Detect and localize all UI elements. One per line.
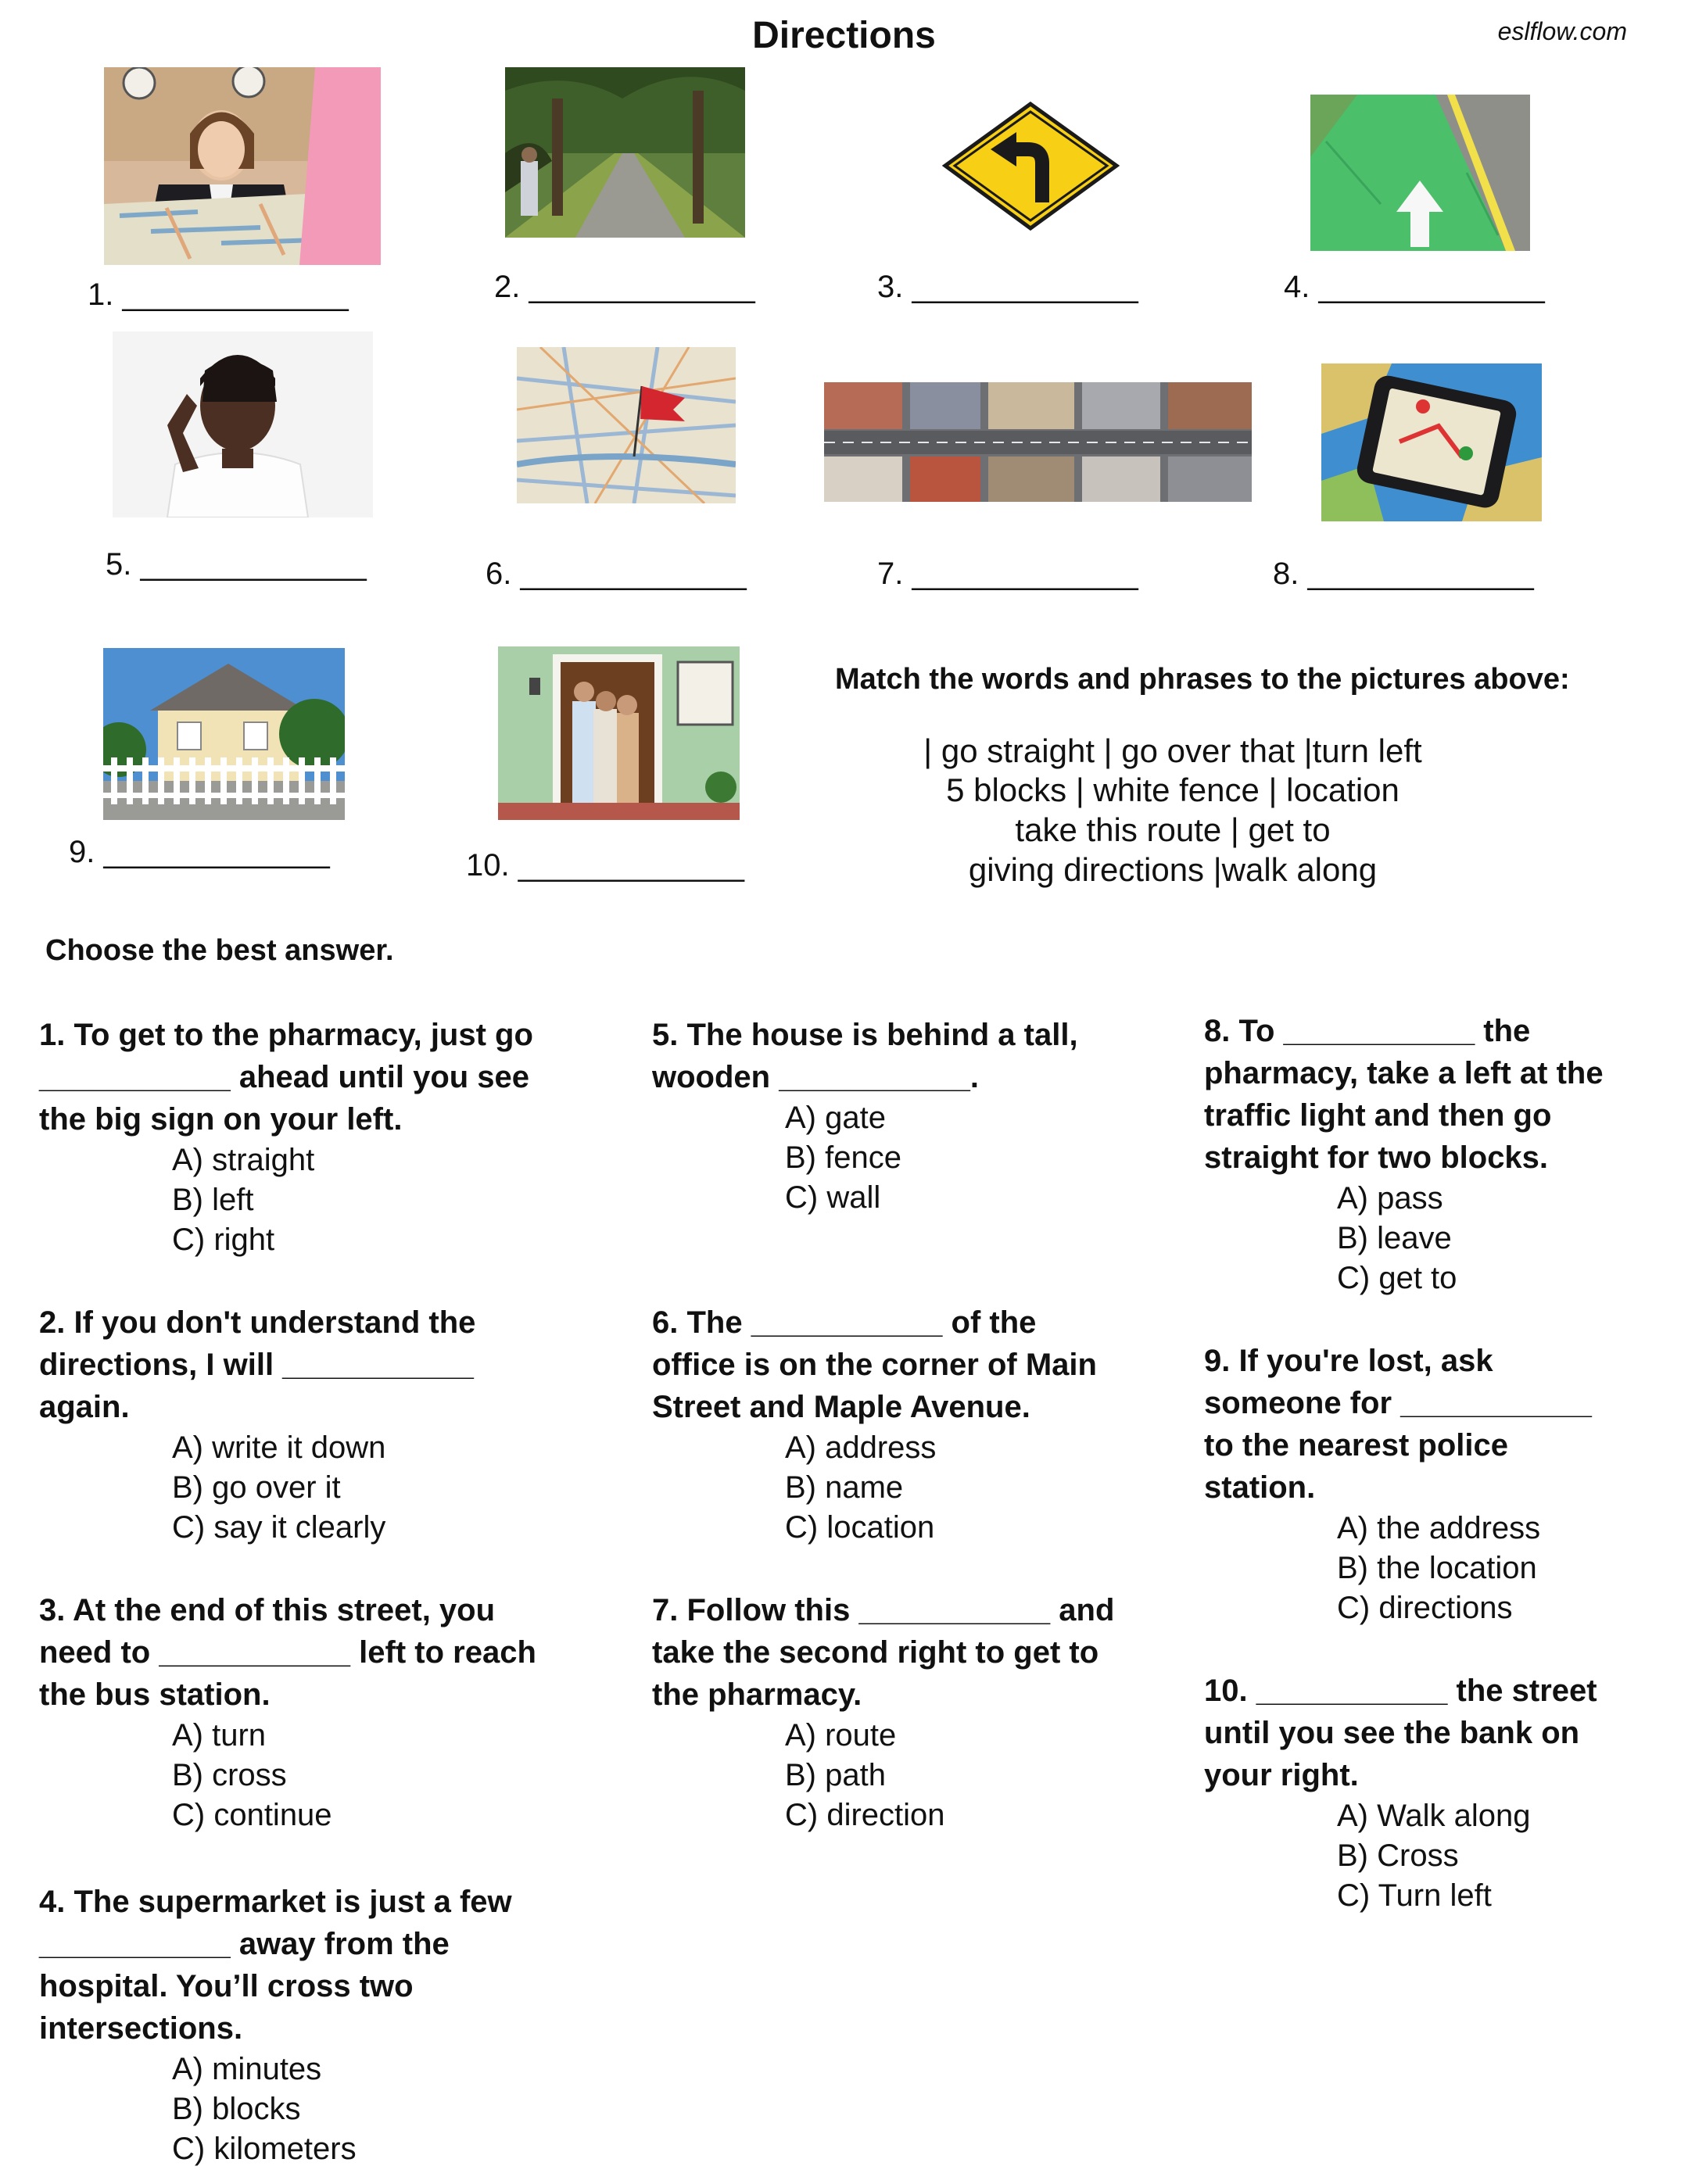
answer-option[interactable]: C) location (785, 1510, 935, 1545)
question-line: the big sign on your left. (39, 1102, 403, 1137)
question-line: 3. At the end of this street, you (39, 1593, 496, 1627)
map-flag-photo (517, 347, 736, 503)
question-line: station. (1204, 1470, 1316, 1505)
picture-label-6: 6. _____________ (486, 557, 747, 591)
answer-option[interactable]: B) path (785, 1758, 886, 1792)
question-4 (39, 1881, 602, 2169)
aerial-city-blocks-photo (824, 382, 1252, 502)
answer-option[interactable]: B) left (172, 1183, 254, 1217)
word-bank-line: | go straight | go over that |turn left (923, 732, 1422, 769)
answer-option[interactable]: B) the location (1337, 1551, 1537, 1585)
picture-label-2: 2. _____________ (494, 270, 755, 304)
question-line: 1. To get to the pharmacy, just go (39, 1018, 533, 1052)
answer-option[interactable]: A) gate (785, 1101, 886, 1135)
answer-option[interactable]: C) directions (1337, 1591, 1513, 1625)
answer-option[interactable]: C) direction (785, 1798, 945, 1832)
picture-label-5: 5. _____________ (106, 547, 367, 582)
picture-label-10: 10. _____________ (466, 848, 744, 883)
question-line: 5. The house is behind a tall, (652, 1018, 1078, 1052)
picture-label-7: 7. _____________ (877, 557, 1138, 591)
people-waving-doorway-photo (498, 646, 740, 820)
question-line: 9. If you're lost, ask (1204, 1344, 1493, 1378)
question-line: 7. Follow this ___________ and (652, 1593, 1115, 1627)
question-3 (39, 1589, 602, 1835)
answer-option[interactable]: A) write it down (172, 1430, 386, 1465)
question-10 (1204, 1670, 1658, 1916)
picture-label-8: 8. _____________ (1273, 557, 1534, 591)
question-line: office is on the corner of Main (652, 1348, 1097, 1382)
question-2 (39, 1301, 602, 1548)
picture-label-9: 9. _____________ (69, 835, 330, 869)
answer-option[interactable]: C) wall (785, 1180, 881, 1215)
question-line: hospital. You’ll cross two (39, 1969, 414, 2003)
house-white-fence-photo (103, 648, 345, 820)
answer-option[interactable]: B) go over it (172, 1470, 341, 1505)
answer-option[interactable]: C) Turn left (1337, 1878, 1492, 1913)
site-name: eslflow.com (1497, 17, 1627, 45)
question-line: directions, I will ___________ (39, 1348, 474, 1382)
question-line: until you see the bank on (1204, 1716, 1580, 1750)
question-line: 10. ___________ the street (1204, 1674, 1597, 1708)
question-8 (1204, 1010, 1658, 1298)
answer-option[interactable]: B) fence (785, 1140, 901, 1175)
question-line: 6. The ___________ of the (652, 1305, 1037, 1340)
question-6 (652, 1301, 1199, 1548)
answer-option[interactable]: C) say it clearly (172, 1510, 386, 1545)
answer-option[interactable]: C) right (172, 1223, 275, 1257)
picture-label-3: 3. _____________ (877, 270, 1138, 304)
question-line: need to ___________ left to reach (39, 1635, 536, 1670)
answer-option[interactable]: B) Cross (1337, 1838, 1459, 1873)
picture-label-4: 4. _____________ (1284, 270, 1545, 304)
answer-option[interactable]: B) cross (172, 1758, 287, 1792)
question-line: 8. To ___________ the (1204, 1014, 1531, 1048)
question-line: pharmacy, take a left at the (1204, 1056, 1604, 1090)
quiz-instruction: Choose the best answer. (45, 934, 394, 967)
question-line: again. (39, 1390, 130, 1424)
answer-option[interactable]: A) pass (1337, 1181, 1443, 1216)
question-5 (652, 1014, 1199, 1218)
answer-option[interactable]: A) minutes (172, 2052, 322, 2086)
turn-left-sign (942, 101, 1120, 231)
matching-instruction: Match the words and phrases to the pictures above: (835, 663, 1570, 696)
question-9 (1204, 1340, 1658, 1628)
answer-option[interactable]: C) get to (1337, 1261, 1457, 1295)
receptionist-map-photo (104, 67, 381, 265)
page-title: Directions (752, 15, 936, 56)
question-line: ___________ ahead until you see (39, 1060, 530, 1094)
answer-option[interactable]: A) straight (172, 1143, 315, 1177)
answer-option[interactable]: C) kilometers (172, 2132, 357, 2166)
question-line: traffic light and then go (1204, 1098, 1552, 1133)
question-line: to the nearest police (1204, 1428, 1508, 1463)
answer-option[interactable]: B) name (785, 1470, 904, 1505)
answer-option[interactable]: C) continue (172, 1798, 332, 1832)
answer-option[interactable]: A) turn (172, 1718, 267, 1753)
phone-navigation-photo (1321, 363, 1542, 521)
answer-option[interactable]: B) blocks (172, 2092, 301, 2126)
answer-option[interactable]: B) leave (1337, 1221, 1452, 1255)
answer-option[interactable]: A) Walk along (1337, 1799, 1531, 1833)
picture-label-1: 1. _____________ (88, 277, 349, 312)
question-line: take the second right to get to (652, 1635, 1099, 1670)
man-listening-photo (113, 331, 373, 517)
answer-option[interactable]: A) route (785, 1718, 897, 1753)
question-line: the pharmacy. (652, 1677, 862, 1712)
question-line: someone for ___________ (1204, 1386, 1592, 1420)
answer-option[interactable]: A) the address (1337, 1511, 1541, 1545)
answer-option[interactable]: A) address (785, 1430, 937, 1465)
question-line: your right. (1204, 1758, 1359, 1792)
word-bank-line: giving directions |walk along (968, 851, 1378, 888)
word-bank-line: 5 blocks | white fence | location (946, 772, 1399, 808)
question-line: 4. The supermarket is just a few (39, 1885, 512, 1919)
question-line: straight for two blocks. (1204, 1140, 1549, 1175)
question-line: wooden ___________. (652, 1060, 980, 1094)
question-line: 2. If you don't understand the (39, 1305, 476, 1340)
word-bank-line: take this route | get to (1015, 811, 1331, 848)
tree-lined-path-photo (505, 67, 745, 238)
straight-arrow-lane-photo (1310, 95, 1530, 251)
question-line: intersections. (39, 2011, 243, 2046)
question-line: ___________ away from the (39, 1927, 450, 1961)
question-7 (652, 1589, 1199, 1835)
question-line: Street and Maple Avenue. (652, 1390, 1030, 1424)
question-1 (39, 1014, 602, 1260)
question-line: the bus station. (39, 1677, 271, 1712)
